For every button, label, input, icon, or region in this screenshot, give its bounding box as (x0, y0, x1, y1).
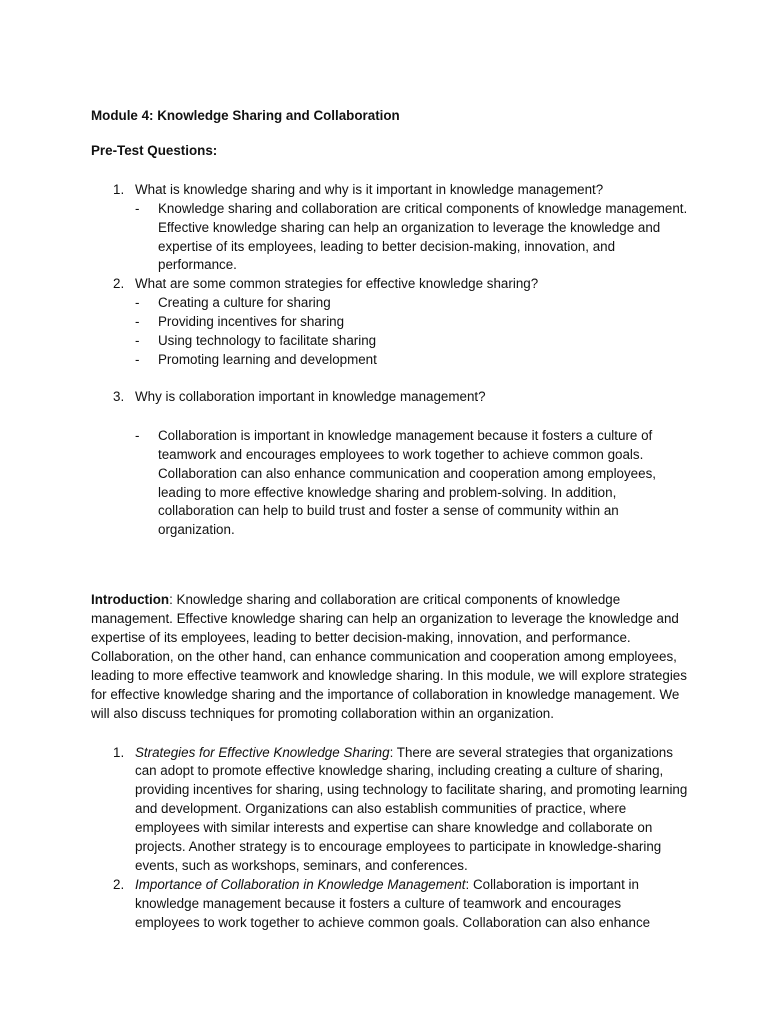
question-text: What are some common strategies for effective knowledge sharing? (135, 276, 539, 292)
question-number: 1. (113, 181, 125, 197)
pretest-heading: Pre-Test Questions: (91, 142, 218, 158)
section-text: : Collaboration is important in knowledge management because it fosters a culture of teamwork and encourages employees to work together to achieve common goals. Collaboration can also enhance (135, 876, 651, 930)
dash-bullet: - (135, 351, 140, 367)
dash-bullet: - (135, 295, 140, 311)
question-number: 2. (113, 276, 125, 292)
answer-list (135, 294, 688, 370)
section-text: : There are several strategies that organizations can adopt to promote effective knowledge sharing, including creating a culture of sharing, providing incentives for sharing, using technology to facilitate sharing, and promoting learning and development. Organizations can also establish communities of practice, where employees with similar interests and expertise can share knowledge and collaborate on projects. Another strategy is to encourage employees to participate in knowledge-sharing events, such as workshops, seminars, and conferences. (135, 744, 688, 873)
answer-item (135, 200, 688, 276)
answer-item (135, 427, 688, 540)
dash-bullet: - (135, 427, 140, 443)
section-heading: Strategies for Effective Knowledge Sharing (135, 744, 390, 760)
pretest-question-3 (91, 388, 688, 540)
answer-item (135, 332, 688, 351)
module-section-list (91, 744, 688, 933)
question-number: 3. (113, 388, 125, 404)
answer-item (135, 351, 688, 370)
pretest-question-list (91, 181, 688, 540)
answer-list (135, 200, 688, 276)
answer-list (135, 427, 688, 540)
dash-bullet: - (135, 314, 140, 330)
introduction-label: Introduction (91, 592, 170, 608)
answer-text: Promoting learning and development (158, 351, 377, 367)
answer-text: Creating a culture for sharing (158, 295, 331, 311)
introduction-text: : Knowledge sharing and collaboration are critical components of knowledge management. Effective knowledge sharing can help an organization to leverage the knowledge and expertise of its employees, leading to better decision-making, innovation, and performance. Collaboration, on the other hand, can enhance communication and cooperation among employees, leading to more effective teamwork and knowledge sharing. In this module, we will explore strategies for effective knowledge sharing and the importance of collaboration in knowledge management. We will also discuss techniques for promoting collaboration within an organization. (91, 592, 687, 721)
answer-item (135, 313, 688, 332)
answer-text: Collaboration is important in knowledge management because it fosters a culture of teamwork and encourages employees to work together to achieve common goals. Collaboration can also enhance communication and cooperation among employees, leading to more effective knowledge sharing and problem-solving. In addition, collaboration can help to build trust and foster a sense of community within an organization. (158, 427, 656, 538)
question-text: Why is collaboration important in knowledge management? (135, 388, 486, 404)
answer-item (135, 294, 688, 313)
answer-text: Knowledge sharing and collaboration are critical components of knowledge management. Effective knowledge sharing can help an organization to leverage the knowledge and expertise of its employees, leading to better decision-making, innovation, and performance. (158, 200, 688, 273)
dash-bullet: - (135, 333, 140, 349)
question-text: What is knowledge sharing and why is it important in knowledge management? (135, 181, 604, 197)
section-number: 1. (113, 744, 125, 760)
section-item-1 (91, 744, 688, 876)
dash-bullet: - (135, 200, 140, 216)
pretest-question-1 (91, 181, 688, 276)
section-item-2 (91, 876, 688, 933)
answer-text: Using technology to facilitate sharing (158, 333, 377, 349)
section-number: 2. (113, 876, 125, 892)
module-title: Module 4: Knowledge Sharing and Collaboration (91, 108, 400, 123)
answer-text: Providing incentives for sharing (158, 314, 345, 330)
section-heading: Importance of Collaboration in Knowledge Management (135, 876, 466, 892)
pretest-question-2 (91, 275, 688, 370)
introduction-paragraph (91, 591, 688, 723)
